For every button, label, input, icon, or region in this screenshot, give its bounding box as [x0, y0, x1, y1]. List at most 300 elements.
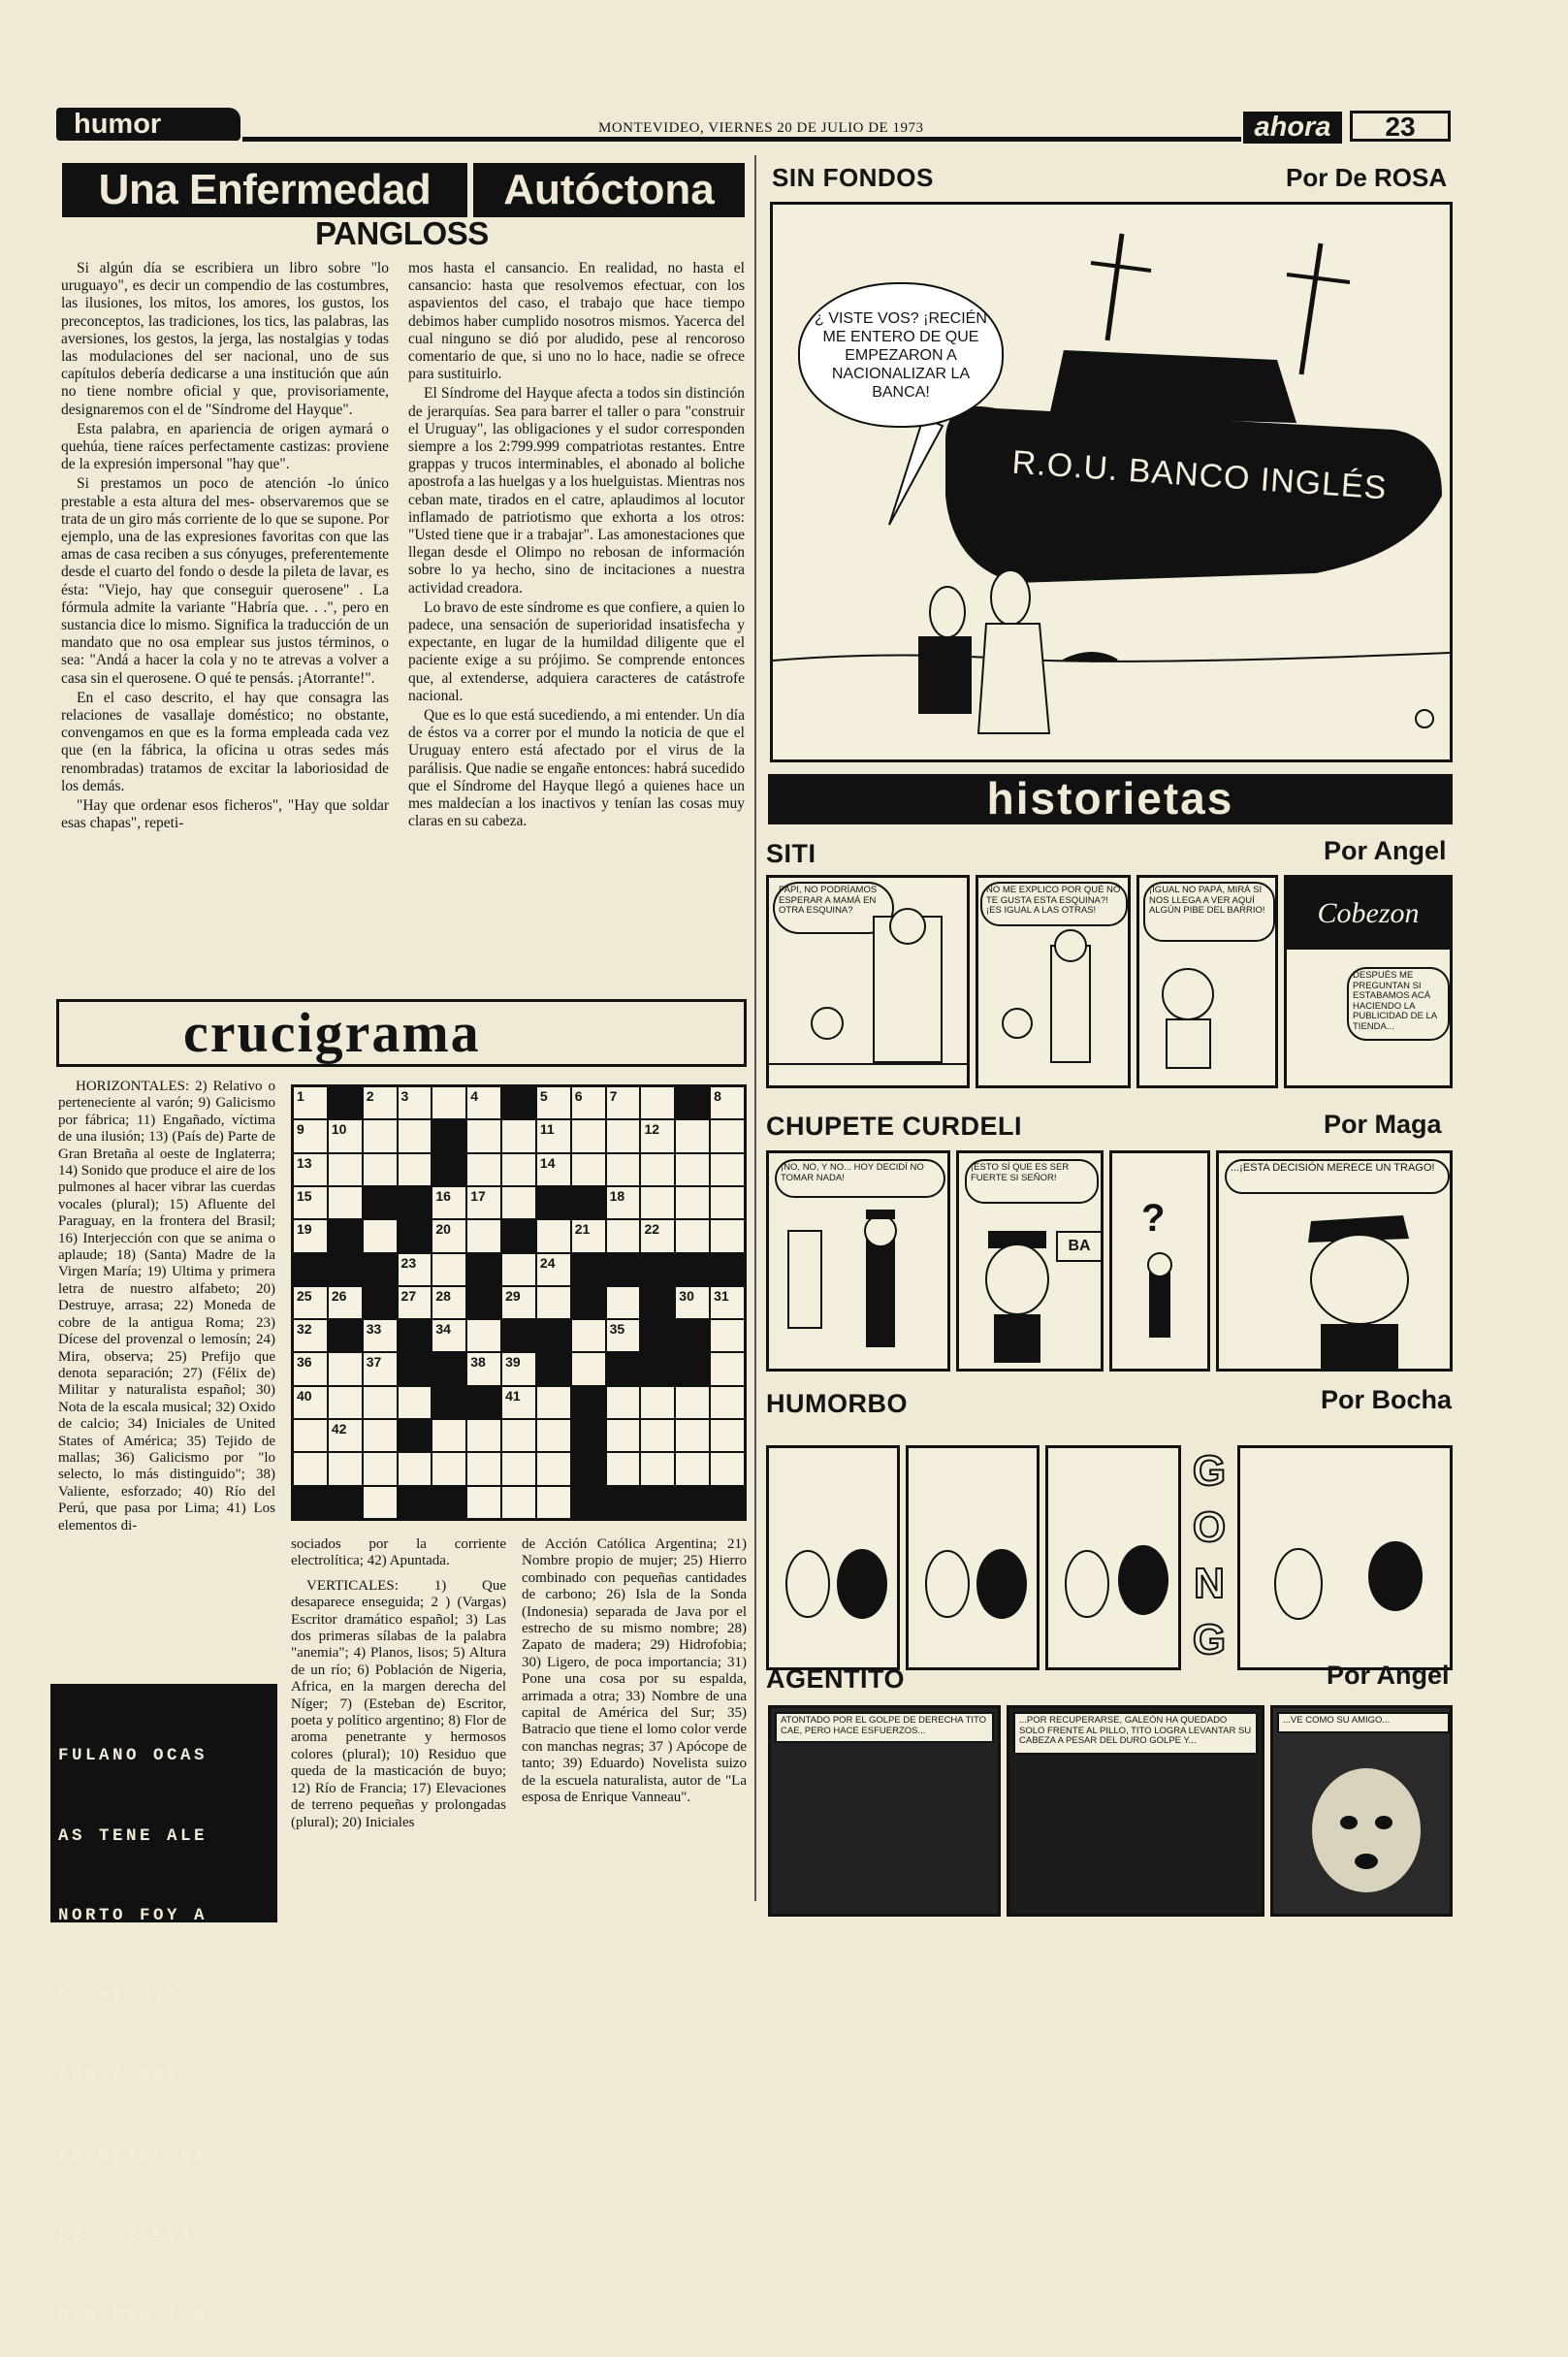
crossword-black-cell	[399, 1220, 432, 1251]
crossword-black-cell	[641, 1487, 674, 1518]
crossword-cell[interactable]	[711, 1453, 744, 1484]
crossword-cell[interactable]	[711, 1087, 744, 1118]
article-paragraph: mos hasta el cansancio. En realidad, no hasta el cansancio: hasta que resolvemos efectuar, con los aspavientos del caso, el trabajo que hace tiempo debimos haber cumplido nosotros mismos. Yacerca del cual ninguno se dió por aludido, pese al rencoroso comentario de que, si uno no lo hace, nadie se ofrece para sustituirlo.	[408, 260, 745, 383]
crossword-black-cell	[572, 1387, 605, 1418]
crossword-cell[interactable]	[502, 1254, 535, 1285]
solution-row: AB RETEL NA	[58, 2146, 208, 2166]
crossword-cell[interactable]	[607, 1154, 640, 1185]
crossword-cell[interactable]	[364, 1487, 397, 1518]
crossword-black-cell	[329, 1220, 362, 1251]
agentito-panel-1	[768, 1705, 1001, 1917]
crossword-black-cell	[329, 1320, 362, 1351]
curdeli-figure	[769, 1153, 947, 1369]
crossword-black-cell	[641, 1254, 674, 1285]
crossword-cell[interactable]	[537, 1287, 570, 1318]
humorbo-byline: Por Bocha	[1321, 1385, 1453, 1414]
crossword-cell[interactable]	[294, 1387, 327, 1418]
crossword-black-cell	[641, 1287, 674, 1318]
crossword-cell-number: 29	[505, 1287, 521, 1304]
crossword-cell-number: 19	[297, 1221, 312, 1238]
crossword-cell[interactable]	[537, 1254, 570, 1285]
crossword-title-box	[56, 999, 747, 1067]
gong-sfx: GONG	[1192, 1447, 1227, 1663]
crossword-cell-number: 6	[574, 1088, 583, 1104]
crossword-cell[interactable]	[329, 1453, 362, 1484]
crossword-cell[interactable]	[537, 1120, 570, 1151]
crossword-cell-number: 23	[400, 1254, 417, 1271]
crossword-cell[interactable]	[711, 1187, 744, 1218]
crossword-black-cell	[641, 1353, 674, 1384]
article-column-2	[408, 260, 745, 997]
crossword-cell[interactable]	[364, 1120, 397, 1151]
crossword-cell[interactable]	[467, 1220, 500, 1251]
sin-fondos-speech-bubble: ¿ VISTE VOS? ¡RECIÉN ME ENTERO DE QUE EMPEZARON A NACIONALIZAR LA BANCA!	[798, 282, 1004, 428]
chupete-panel-4	[1216, 1150, 1453, 1372]
solution-row: NORTO FOY A	[58, 1906, 208, 1925]
crossword-cell[interactable]	[467, 1487, 500, 1518]
crossword-cell[interactable]	[711, 1154, 744, 1185]
crossword-cell[interactable]	[294, 1087, 327, 1118]
crossword-cell[interactable]	[399, 1254, 432, 1285]
crossword-black-cell	[294, 1254, 327, 1285]
crossword-cell[interactable]	[399, 1287, 432, 1318]
speech-bubble: NO ME EXPLICO POR QUÉ NO TE GUSTA ESTA ESQUINA?! ¡ES IGUAL A LAS OTRAS!	[980, 882, 1128, 926]
crossword-cell[interactable]	[711, 1387, 744, 1418]
solution-row: AÑA A ORE	[58, 2066, 181, 2085]
crossword-black-cell	[399, 1320, 432, 1351]
solution-row: BESO E EVA	[58, 2226, 195, 2245]
crossword-cell-number: 18	[609, 1187, 625, 1204]
humorbo-title: HUMORBO	[766, 1389, 908, 1418]
vertical-divider	[754, 155, 756, 1901]
crossword-cell[interactable]	[676, 1120, 709, 1151]
crossword-cell[interactable]	[537, 1220, 570, 1251]
crossword-cell[interactable]	[641, 1453, 674, 1484]
speech-bubble: ...¡ESTA DECISIÓN MERECE UN TRAGO!	[1225, 1159, 1450, 1194]
crossword-cell[interactable]	[432, 1320, 465, 1351]
crossword-cell-number: 2	[366, 1088, 374, 1104]
crossword-cell[interactable]	[432, 1220, 465, 1251]
crossword-cell[interactable]	[711, 1220, 744, 1251]
sin-fondos-byline: Por De ROSA	[1286, 163, 1448, 192]
crossword-cell[interactable]	[467, 1187, 500, 1218]
crossword-cell[interactable]	[364, 1420, 397, 1451]
crossword-cell[interactable]	[502, 1420, 535, 1451]
article-paragraph: El Síndrome del Hayque afecta a todos sin distinción de jerarquías. Sea para barrer el taller o para "construir el Uruguay", las obligaciones y el sudor corresponden siempre a los 2:799.999 compatriotas restantes. Entre grappas y trucos interminables, el abonado al boliche apostrofa a las huelgas y a los huelguistas. Mientras nos ceban mate, tirados en el catre, aplaudimos al locutor inflamado de patriotismo que exhorta a los otros: "Usted tiene que ir a trabajar". Las amonestaciones que llegan desde el Olimpo no rebosan de información sobre lo ya hecho, sino de incitaciones a nuestra actividad creadora.	[408, 385, 745, 597]
svg-text:?: ?	[1141, 1197, 1166, 1240]
crossword-cell[interactable]	[711, 1320, 744, 1351]
crossword-black-cell	[537, 1320, 570, 1351]
crossword-cell-number: 30	[679, 1287, 694, 1304]
crossword-black-cell	[432, 1120, 465, 1151]
crossword-cell-number: 31	[714, 1287, 729, 1304]
crossword-cell[interactable]	[572, 1154, 605, 1185]
crossword-black-cell	[432, 1353, 465, 1384]
crossword-cell-number: 11	[539, 1121, 555, 1138]
crossword-cell[interactable]	[432, 1453, 465, 1484]
crossword-black-cell	[676, 1487, 709, 1518]
crossword-cell-number: 28	[435, 1287, 451, 1304]
crossword-black-cell	[711, 1254, 744, 1285]
ship-label: R.O.U. BANCO INGLÉS	[1010, 443, 1389, 507]
crossword-cell[interactable]	[294, 1220, 327, 1251]
crossword-cell-number: 41	[505, 1387, 521, 1404]
boxers	[909, 1448, 1037, 1667]
crossword-cell[interactable]	[399, 1087, 432, 1118]
magazine-name: ahora	[1243, 112, 1342, 144]
crossword-cell-number: 24	[539, 1254, 556, 1271]
crossword-cell[interactable]	[641, 1154, 674, 1185]
crossword-cell[interactable]	[502, 1487, 535, 1518]
crossword-black-cell	[572, 1453, 605, 1484]
speech-bubble: ¡NO, NO, Y NO... HOY DECIDÍ NO TOMAR NADA!	[775, 1159, 945, 1198]
crossword-black-cell	[537, 1187, 570, 1218]
crossword-black-cell	[607, 1353, 640, 1384]
crossword-cell[interactable]	[502, 1287, 535, 1318]
crossword-cell[interactable]	[676, 1453, 709, 1484]
crossword-cell[interactable]	[572, 1353, 605, 1384]
crossword-black-cell	[364, 1187, 397, 1218]
crossword-cell-number: 40	[297, 1387, 312, 1404]
crossword-cell[interactable]	[329, 1287, 362, 1318]
siti-title: SITI	[766, 839, 816, 868]
crossword-cell[interactable]	[432, 1420, 465, 1451]
crossword-cell[interactable]	[641, 1120, 674, 1151]
agentito-title: AGENTITO	[766, 1664, 906, 1694]
sin-fondos-title: SIN FONDOS	[772, 163, 934, 192]
crossword-black-cell	[294, 1487, 327, 1518]
crossword-cell[interactable]	[676, 1154, 709, 1185]
crossword-cell[interactable]	[676, 1220, 709, 1251]
crossword-cell[interactable]	[364, 1220, 397, 1251]
crossword-cell[interactable]	[364, 1453, 397, 1484]
crossword-cell[interactable]	[641, 1087, 674, 1118]
article-title-part1: Una Enfermedad	[62, 163, 467, 217]
crossword-cell[interactable]	[467, 1353, 500, 1384]
crossword-cell[interactable]	[607, 1120, 640, 1151]
crossword-black-cell	[537, 1353, 570, 1384]
crossword-cell[interactable]	[399, 1120, 432, 1151]
solution-row: FULANO OCAS	[58, 1746, 208, 1765]
face-drawing	[1273, 1708, 1450, 1914]
crossword-black-cell	[502, 1087, 535, 1118]
crossword-cell-number: 26	[331, 1287, 347, 1304]
crossword-cell[interactable]	[537, 1087, 570, 1118]
article-author: PANGLOSS	[315, 215, 489, 251]
solution-row: AS TENE ALE	[58, 1825, 208, 1846]
crossword-title: crucigrama	[183, 1001, 481, 1064]
crossword-cell-number: 9	[297, 1121, 304, 1138]
crossword-black-cell	[676, 1353, 709, 1384]
crossword-cell[interactable]	[537, 1453, 570, 1484]
article-paragraph: Lo bravo de este síndrome es que confiere, a quien lo padece, una sensación de superioridad insatisfecha y expectante, en lugar de la humildad diligente que el paciente exige a su prójimo. Se comprende entonces que, al extenderse, adquiera caracteres de catástrofe nacional.	[408, 598, 745, 704]
crossword-cell[interactable]	[537, 1154, 570, 1185]
crossword-black-cell	[399, 1420, 432, 1451]
crossword-cell[interactable]	[502, 1120, 535, 1151]
crossword-cell[interactable]	[294, 1320, 327, 1351]
crossword-cell[interactable]	[329, 1120, 362, 1151]
crossword-black-cell	[572, 1287, 605, 1318]
agentito-panel-3	[1270, 1705, 1453, 1917]
crossword-black-cell	[467, 1254, 500, 1285]
siti-figures	[978, 878, 1128, 1085]
crossword-black-cell	[572, 1187, 605, 1218]
crossword-black-cell	[329, 1254, 362, 1285]
crossword-cell[interactable]	[711, 1353, 744, 1384]
chupete-title: CHUPETE CURDELI	[766, 1112, 1023, 1141]
crossword-cell[interactable]	[641, 1387, 674, 1418]
crossword-black-cell	[467, 1287, 500, 1318]
solution-row: O NOE OTO	[58, 1986, 181, 2006]
crossword-cell[interactable]	[676, 1387, 709, 1418]
crossword-black-cell	[711, 1487, 744, 1518]
crossword-cell[interactable]	[641, 1220, 674, 1251]
crossword-cell[interactable]	[537, 1487, 570, 1518]
article-paragraph: En el caso descrito, el hay que consagra las relaciones de vasallaje doméstico; no obstante, convengamos en que es la forma empleada cada vez que (en la fábrica, la oficina u otras sedes más renombradas) tratamos de excitar la laboriosidad de los demás.	[61, 689, 389, 794]
caption-box: ...VE COMO SU AMIGO...	[1277, 1712, 1450, 1733]
crossword-cell[interactable]	[432, 1187, 465, 1218]
agentito-panel-2	[1007, 1705, 1264, 1917]
crossword-cell[interactable]	[329, 1353, 362, 1384]
crossword-cell[interactable]	[467, 1453, 500, 1484]
siti-figures	[1139, 878, 1275, 1085]
crossword-black-cell	[399, 1353, 432, 1384]
speech-bubble: ¡ESTO SÍ QUE ES SER FUERTE SI SEÑOR!	[965, 1159, 1099, 1204]
crossword-cell[interactable]	[607, 1387, 640, 1418]
caption-box: ATONTADO POR EL GOLPE DE DERECHA TITO CAE, PERO HACE ESFUERZOS...	[775, 1712, 994, 1743]
crossword-cell[interactable]	[294, 1287, 327, 1318]
crossword-black-cell	[432, 1487, 465, 1518]
crossword-cell-number: 1	[297, 1088, 304, 1104]
crossword-black-cell	[676, 1254, 709, 1285]
siti-byline: Por Angel	[1324, 836, 1447, 865]
crossword-cell[interactable]	[502, 1453, 535, 1484]
shop-sign: Cobezon	[1287, 878, 1450, 950]
crossword-cell[interactable]	[294, 1120, 327, 1151]
crossword-black-cell	[329, 1487, 362, 1518]
crossword-black-cell	[607, 1254, 640, 1285]
siti-panel-4	[1284, 875, 1453, 1088]
crossword-cell-number: 8	[714, 1088, 721, 1104]
crossword-cell[interactable]	[432, 1287, 465, 1318]
boxers	[769, 1448, 897, 1667]
crossword-cell[interactable]	[294, 1453, 327, 1484]
page-number: 23	[1350, 111, 1451, 142]
crossword-cell[interactable]	[607, 1287, 640, 1318]
crossword-cell[interactable]	[467, 1320, 500, 1351]
chupete-panel-3	[1109, 1150, 1210, 1372]
crossword-clues-lower-left: sociados por la corriente electrolítica; 42) Apuntada. VERTICALES: 1) Que desaparece enseguida; 2 ) (Vargas) Escritor dramático español; 3) Las dos primeras sílabas de la palabra "anemia"; 4) Planos, lisos; 5) Altura de un río; 6) Población de Nigeria, Africa, en la margen derecha del Níger; 7) (Esteban de) Escritor, poeta y político argentino; 8) Flor de aroma penetrante y hermosos colores (plural); 10) Residuo que queda de la masticación de buyo; 12) Río de Francia; 17) Elevaciones de terreno pequeñas y prolongadas (plural); 20) Iniciales	[291, 1536, 506, 1830]
speech-bubble: ¡IGUAL NO PAPÁ, MIRÁ SI NOS LLEGA A VER AQUÍ ALGÚN PIBE DEL BARRIO!	[1143, 882, 1275, 942]
crossword-cell-number: 33	[366, 1321, 382, 1338]
crossword-black-cell	[399, 1187, 432, 1218]
crossword-black-cell	[399, 1487, 432, 1518]
crossword-black-cell	[572, 1420, 605, 1451]
speech-bubble: DESPUÉS ME PREGUNTAN SI ESTABAMOS ACÁ HACIENDO LA PUBLICIDAD DE LA TIENDA...	[1347, 967, 1450, 1041]
crossword-cell[interactable]	[399, 1387, 432, 1418]
crossword-cell-number: 27	[400, 1287, 417, 1304]
crossword-cell[interactable]	[537, 1420, 570, 1451]
crossword-clues-lower-right: de Acción Católica Argentina; 21) Nombre propio de mujer; 25) Hierro combinado con pequeñas cantidades de carbono; 26) Isla de la Sonda (Indonesia) separada de Java por el estrecho de su mismo nombre; 28) Zapato de madera; 29) Hidrofobia; 30) Ligero, de poca importancia; 31) Pone una cosa por su espalda, arrimada a otra; 33) Nombre de una capital de América del Sur; 35) Batracio que tiene el lomo color verde con manchas negras; 37 ) Apócope de tanto; 39) Eduardo) Novelista suizo de la escuela naturalista, autor de "La esposa de Enrique Vanneau".	[522, 1536, 747, 1806]
crossword-cell-number: 32	[297, 1321, 312, 1338]
crossword-black-cell	[432, 1387, 465, 1418]
crossword-cell-number: 36	[297, 1354, 312, 1371]
historietas-banner: historietas	[768, 774, 1453, 824]
header-rule	[242, 137, 1241, 142]
crossword-black-cell	[641, 1320, 674, 1351]
crossword-black-cell	[364, 1287, 397, 1318]
siti-panel-1	[766, 875, 970, 1088]
crossword-cell[interactable]	[467, 1154, 500, 1185]
crossword-cell[interactable]	[607, 1187, 640, 1218]
crossword-black-cell	[607, 1487, 640, 1518]
crossword-cell[interactable]	[607, 1453, 640, 1484]
crossword-cell[interactable]	[329, 1420, 362, 1451]
crossword-solution	[50, 1684, 277, 2326]
crossword-cell-number: 25	[297, 1287, 312, 1304]
crossword-cell[interactable]	[294, 1353, 327, 1384]
crossword-black-cell	[676, 1087, 709, 1118]
humorbo-panel-1	[766, 1445, 900, 1670]
crossword-cell[interactable]	[711, 1287, 744, 1318]
crossword-cell-number: 21	[574, 1221, 591, 1238]
crossword-cell[interactable]	[676, 1287, 709, 1318]
section-tag: humor	[56, 108, 240, 141]
crossword-cell[interactable]	[537, 1387, 570, 1418]
boxers	[1240, 1448, 1450, 1667]
article-paragraph: Esta palabra, en apariencia de origen aymará o quehúa, tiene raíces perfectamente castizas: proviene de la expresión impersonal "hay que".	[61, 420, 389, 473]
crossword-cell-number: 16	[435, 1187, 451, 1204]
crossword-cell[interactable]	[364, 1154, 397, 1185]
article-title-part2: Autóctona	[473, 163, 745, 217]
crossword-grid[interactable]	[291, 1084, 747, 1521]
crossword-cell[interactable]	[572, 1087, 605, 1118]
crossword-black-cell	[502, 1220, 535, 1251]
crossword-black-cell	[572, 1254, 605, 1285]
crossword-cell[interactable]	[676, 1420, 709, 1451]
crossword-cell[interactable]	[364, 1353, 397, 1384]
crossword-cell[interactable]	[467, 1087, 500, 1118]
boxers	[1048, 1448, 1178, 1667]
crossword-black-cell	[432, 1154, 465, 1185]
crossword-cell-number: 35	[609, 1321, 625, 1338]
crossword-cell-number: 7	[609, 1088, 618, 1104]
siti-figures	[769, 878, 967, 1085]
crossword-cell-number: 42	[331, 1421, 347, 1437]
crossword-cell-number: 38	[470, 1354, 486, 1371]
article-paragraph: Si prestamos un poco de atención -lo único prestable a esta altura del mes- observaremos que se trata de un giro más corriente de lo que se supone. Por ejemplo, una de las expresiones favoritas con que las amas de casa reciben a sus cónyuges, preferentemente desde el cuarto del fondo o desde la pileta de lavar, es ésta: "Viejo, hay que conseguir querosene" . La fórmula admite la variante "Habría que. . .", pero en sustancia dice lo mismo. Significa la traducción de un mandato que no osa emplear sus justos términos, o sea: "Andá a hacer la cola y no te atrevas a volver a casa sin el querosene. O qué te pensás. ¡Atorrante!".	[61, 475, 389, 687]
curdeli-figure	[1112, 1153, 1207, 1369]
siti-panel-2	[976, 875, 1131, 1088]
crossword-cell-number: 34	[435, 1321, 451, 1338]
crossword-cell[interactable]	[329, 1387, 362, 1418]
crossword-cell[interactable]	[294, 1187, 327, 1218]
crossword-cell[interactable]	[467, 1420, 500, 1451]
humorbo-panel-4	[1237, 1445, 1453, 1670]
crossword-cell[interactable]	[364, 1387, 397, 1418]
crossword-cell[interactable]	[641, 1420, 674, 1451]
crossword-cell[interactable]	[502, 1154, 535, 1185]
crossword-black-cell	[329, 1087, 362, 1118]
crossword-black-cell	[364, 1254, 397, 1285]
sin-fondos-cartoon	[770, 202, 1453, 762]
article-paragraph: "Hay que ordenar esos ficheros", "Hay que soldar esas chapas", repeti-	[61, 797, 389, 832]
caption-box: ...POR RECUPERARSE, GALEÓN HA QUEDADO SOLO FRENTE AL PILLO, TITO LOGRA LEVANTAR SU CABEZA A PESAR DEL DURO GOLPE Y...	[1013, 1712, 1258, 1755]
crossword-cell[interactable]	[329, 1154, 362, 1185]
crossword-cell-number: 17	[470, 1187, 486, 1204]
humorbo-panel-3	[1045, 1445, 1181, 1670]
crossword-cell-number: 14	[539, 1154, 556, 1171]
crossword-cell[interactable]	[294, 1154, 327, 1185]
crossword-cell[interactable]	[399, 1154, 432, 1185]
chupete-panel-1	[766, 1150, 950, 1372]
crossword-cell[interactable]	[607, 1420, 640, 1451]
crossword-cell-number: 3	[400, 1088, 409, 1104]
crossword-cell[interactable]	[572, 1120, 605, 1151]
crossword-cell[interactable]	[607, 1220, 640, 1251]
crossword-cell-number: 39	[505, 1354, 521, 1371]
article-column-1	[61, 260, 389, 997]
crossword-black-cell	[676, 1320, 709, 1351]
crossword-black-cell	[467, 1387, 500, 1418]
crossword-cell[interactable]	[572, 1320, 605, 1351]
crossword-cell-number: 15	[297, 1187, 312, 1204]
article-paragraph: Si algún día se escribiera un libro sobre "lo uruguayo", es decir un compendio de las costumbres, las ilusiones, los mitos, los amores, los gustos, los preconceptos, las tradiciones, los tics, las palabras, las aversiones, los gestos, la jerga, las nostalgias y todas las modulaciones del ser nacional, uno de sus capítulos debería dedicarse a una institución que aún no tiene nombre oficial y que, provisoriamente, designaremos con el de "Síndrome del Hayque".	[61, 260, 389, 418]
crossword-cell-number: 37	[366, 1354, 382, 1371]
crossword-cell-number: 10	[331, 1121, 347, 1138]
dateline: MONTEVIDEO, VIERNES 20 DE JULIO DE 1973	[598, 120, 924, 136]
crossword-cell[interactable]	[329, 1187, 362, 1218]
crossword-cell[interactable]	[364, 1320, 397, 1351]
crossword-cell[interactable]	[432, 1087, 465, 1118]
chupete-byline: Por Maga	[1324, 1110, 1442, 1139]
article-paragraph: Que es lo que está sucediendo, a mi entender. Un día de éstos va a correr por el mundo la noticia de que el Uruguay entero está afectado por el virus de la parálisis. Que nadie se engañe entonces: habrá sucedido que el Síndrome del Hayque llegó a quienes hace un mes maldecían a los inactivos y tenían las cosas muy claras en su cabeza.	[408, 707, 745, 830]
solution-row: OLA RSE I A	[58, 2306, 208, 2326]
crossword-black-cell	[572, 1487, 605, 1518]
speech-bubble: PAPI, NO PODRÍAMOS ESPERAR A MAMÁ EN OTRA ESQUINA?	[773, 882, 894, 934]
crossword-cell[interactable]	[294, 1420, 327, 1451]
curdeli-figure	[1219, 1153, 1450, 1369]
crossword-cell-number: 12	[644, 1121, 660, 1138]
crossword-cell[interactable]	[364, 1087, 397, 1118]
chupete-panel-2	[956, 1150, 1104, 1372]
agentito-byline: Por Angel	[1327, 1661, 1450, 1690]
crossword-cell[interactable]	[502, 1187, 535, 1218]
crossword-cell[interactable]	[572, 1220, 605, 1251]
crossword-cell[interactable]	[607, 1320, 640, 1351]
crossword-cell[interactable]	[607, 1087, 640, 1118]
crossword-cell[interactable]	[502, 1387, 535, 1418]
crossword-black-cell	[502, 1320, 535, 1351]
crossword-cell[interactable]	[676, 1187, 709, 1218]
siti-panel-3	[1136, 875, 1278, 1088]
crossword-cell[interactable]	[711, 1420, 744, 1451]
crossword-cell-number: 5	[539, 1088, 548, 1104]
crossword-cell[interactable]	[399, 1453, 432, 1484]
crossword-cell-number: 4	[470, 1088, 479, 1104]
humorbo-panel-2	[906, 1445, 1040, 1670]
crossword-cell[interactable]	[711, 1120, 744, 1151]
crossword-cell-number: 22	[644, 1221, 660, 1238]
crossword-horizontales: HORIZONTALES: 2) Relativo o perteneciente al varón; 9) Galicismo por fábrica; 11) Engañado, víctima de una ilusión; 13) (País de) Parte de Gran Bretaña al oeste de Inglaterra; 14) Sonido que produce el aire de los pulmones al hacer vibrar las cuerdas vocales (plural); 15) Afluente del Paraguay, en la frontera del Brasil; 16) Interjección con que se anima o aplaude; 18) (Santa) Madre de la Virgen María; 19) Ultima y primera letra de nuestro alfabeto; 20) Destruye, arrasa; 22) Moneda de cobre de la antigua Roma; 23) Dícese del provenzal o lemosín; 24) Mira, observa; 25) Prefijo que denota separación; 27) (Félix de) Militar y naturalista español; 30) Nota de la escala musical; 32) Oxido de calcio; 34) Iniciales de United States of América; 35) Tejido de mallas; 36) Galicismo por "lo selecto, lo más distinguido"; 38) Valiente, esforzado; 40) Río del Perú, que pasa por Lima; 41) Los elementos di-	[58, 1079, 275, 1534]
bar-sign: BA	[1056, 1231, 1103, 1262]
crossword-cell[interactable]	[641, 1187, 674, 1218]
crossword-cell[interactable]	[432, 1254, 465, 1285]
crossword-cell[interactable]	[502, 1353, 535, 1384]
curdeli-figure	[959, 1153, 1101, 1369]
crossword-cell-number: 13	[297, 1154, 312, 1171]
crossword-cell[interactable]	[467, 1120, 500, 1151]
